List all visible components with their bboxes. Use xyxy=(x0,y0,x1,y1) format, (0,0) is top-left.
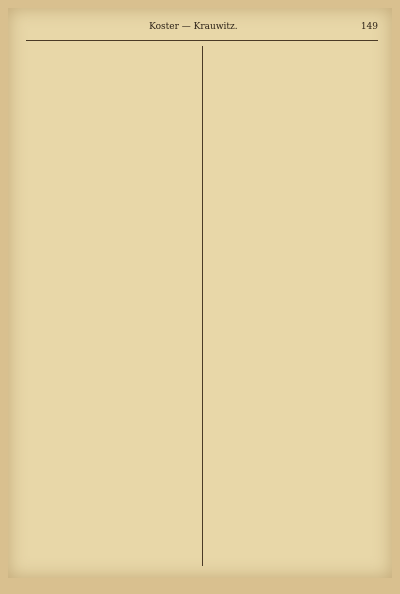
directory-columns xyxy=(26,46,378,566)
header-rule xyxy=(26,40,378,41)
page-header xyxy=(26,22,378,32)
page-title: Koster — Krauwitz. xyxy=(149,22,238,32)
right-column xyxy=(203,46,379,566)
left-column xyxy=(26,46,202,566)
page-number: 149 xyxy=(360,22,378,32)
directory-page xyxy=(8,8,392,578)
